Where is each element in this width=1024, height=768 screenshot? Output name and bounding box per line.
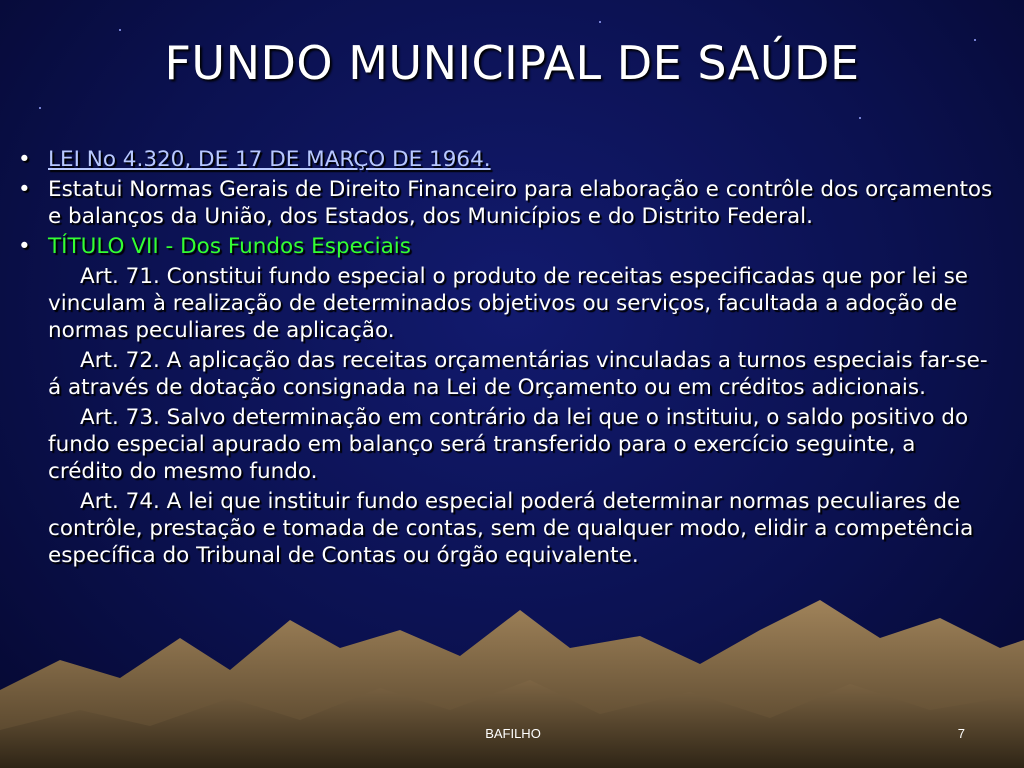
slide-title: FUNDO MUNICIPAL DE SAÚDE xyxy=(164,36,860,90)
bullet-icon: • xyxy=(18,234,31,259)
law-reference-link[interactable]: LEI No 4.320, DE 17 DE MARÇO DE 1964. xyxy=(48,147,491,172)
slide-content xyxy=(18,146,993,572)
bullet-icon: • xyxy=(18,147,31,172)
article-73: Art. 73. Salvo determinação em contrário da lei que o instituiu, o saldo positivo do fundo especial apurado em balanço será transferido para o exercício seguinte, a crédito do mesmo fundo. xyxy=(48,405,969,484)
article-72: Art. 72. A aplicação das receitas orçamentárias vinculadas a turnos especiais far-se-á através de dotação consignada na Lei de Orçamento ou em créditos adicionais. xyxy=(48,348,988,400)
list-item xyxy=(18,233,993,260)
footer-author: BAFILHO xyxy=(485,726,541,741)
list-item xyxy=(18,176,993,230)
section-heading: TÍTULO VII - Dos Fundos Especiais xyxy=(48,234,411,259)
article-71: Art. 71. Constitui fundo especial o produto de receitas especificadas que por lei se vinculam à realização de determinados objetivos ou serviços, facultada a adoção de normas peculiares de aplicação. xyxy=(48,264,969,343)
page-number: 7 xyxy=(957,726,965,741)
list-item xyxy=(18,146,993,173)
law-description: Estatui Normas Gerais de Direito Financeiro para elaboração e contrôle dos orçamentos e balanços da União, dos Estados, dos Municípios e do Distrito Federal. xyxy=(48,177,993,229)
bullet-icon: • xyxy=(18,177,31,202)
article-74: Art. 74. A lei que instituir fundo especial poderá determinar normas peculiares de contrôle, prestação e tomada de contas, sem de qualquer modo, elidir a competência específica do Tribunal de Contas ou órgão equivalente. xyxy=(48,489,974,568)
bullet-list xyxy=(18,146,993,260)
